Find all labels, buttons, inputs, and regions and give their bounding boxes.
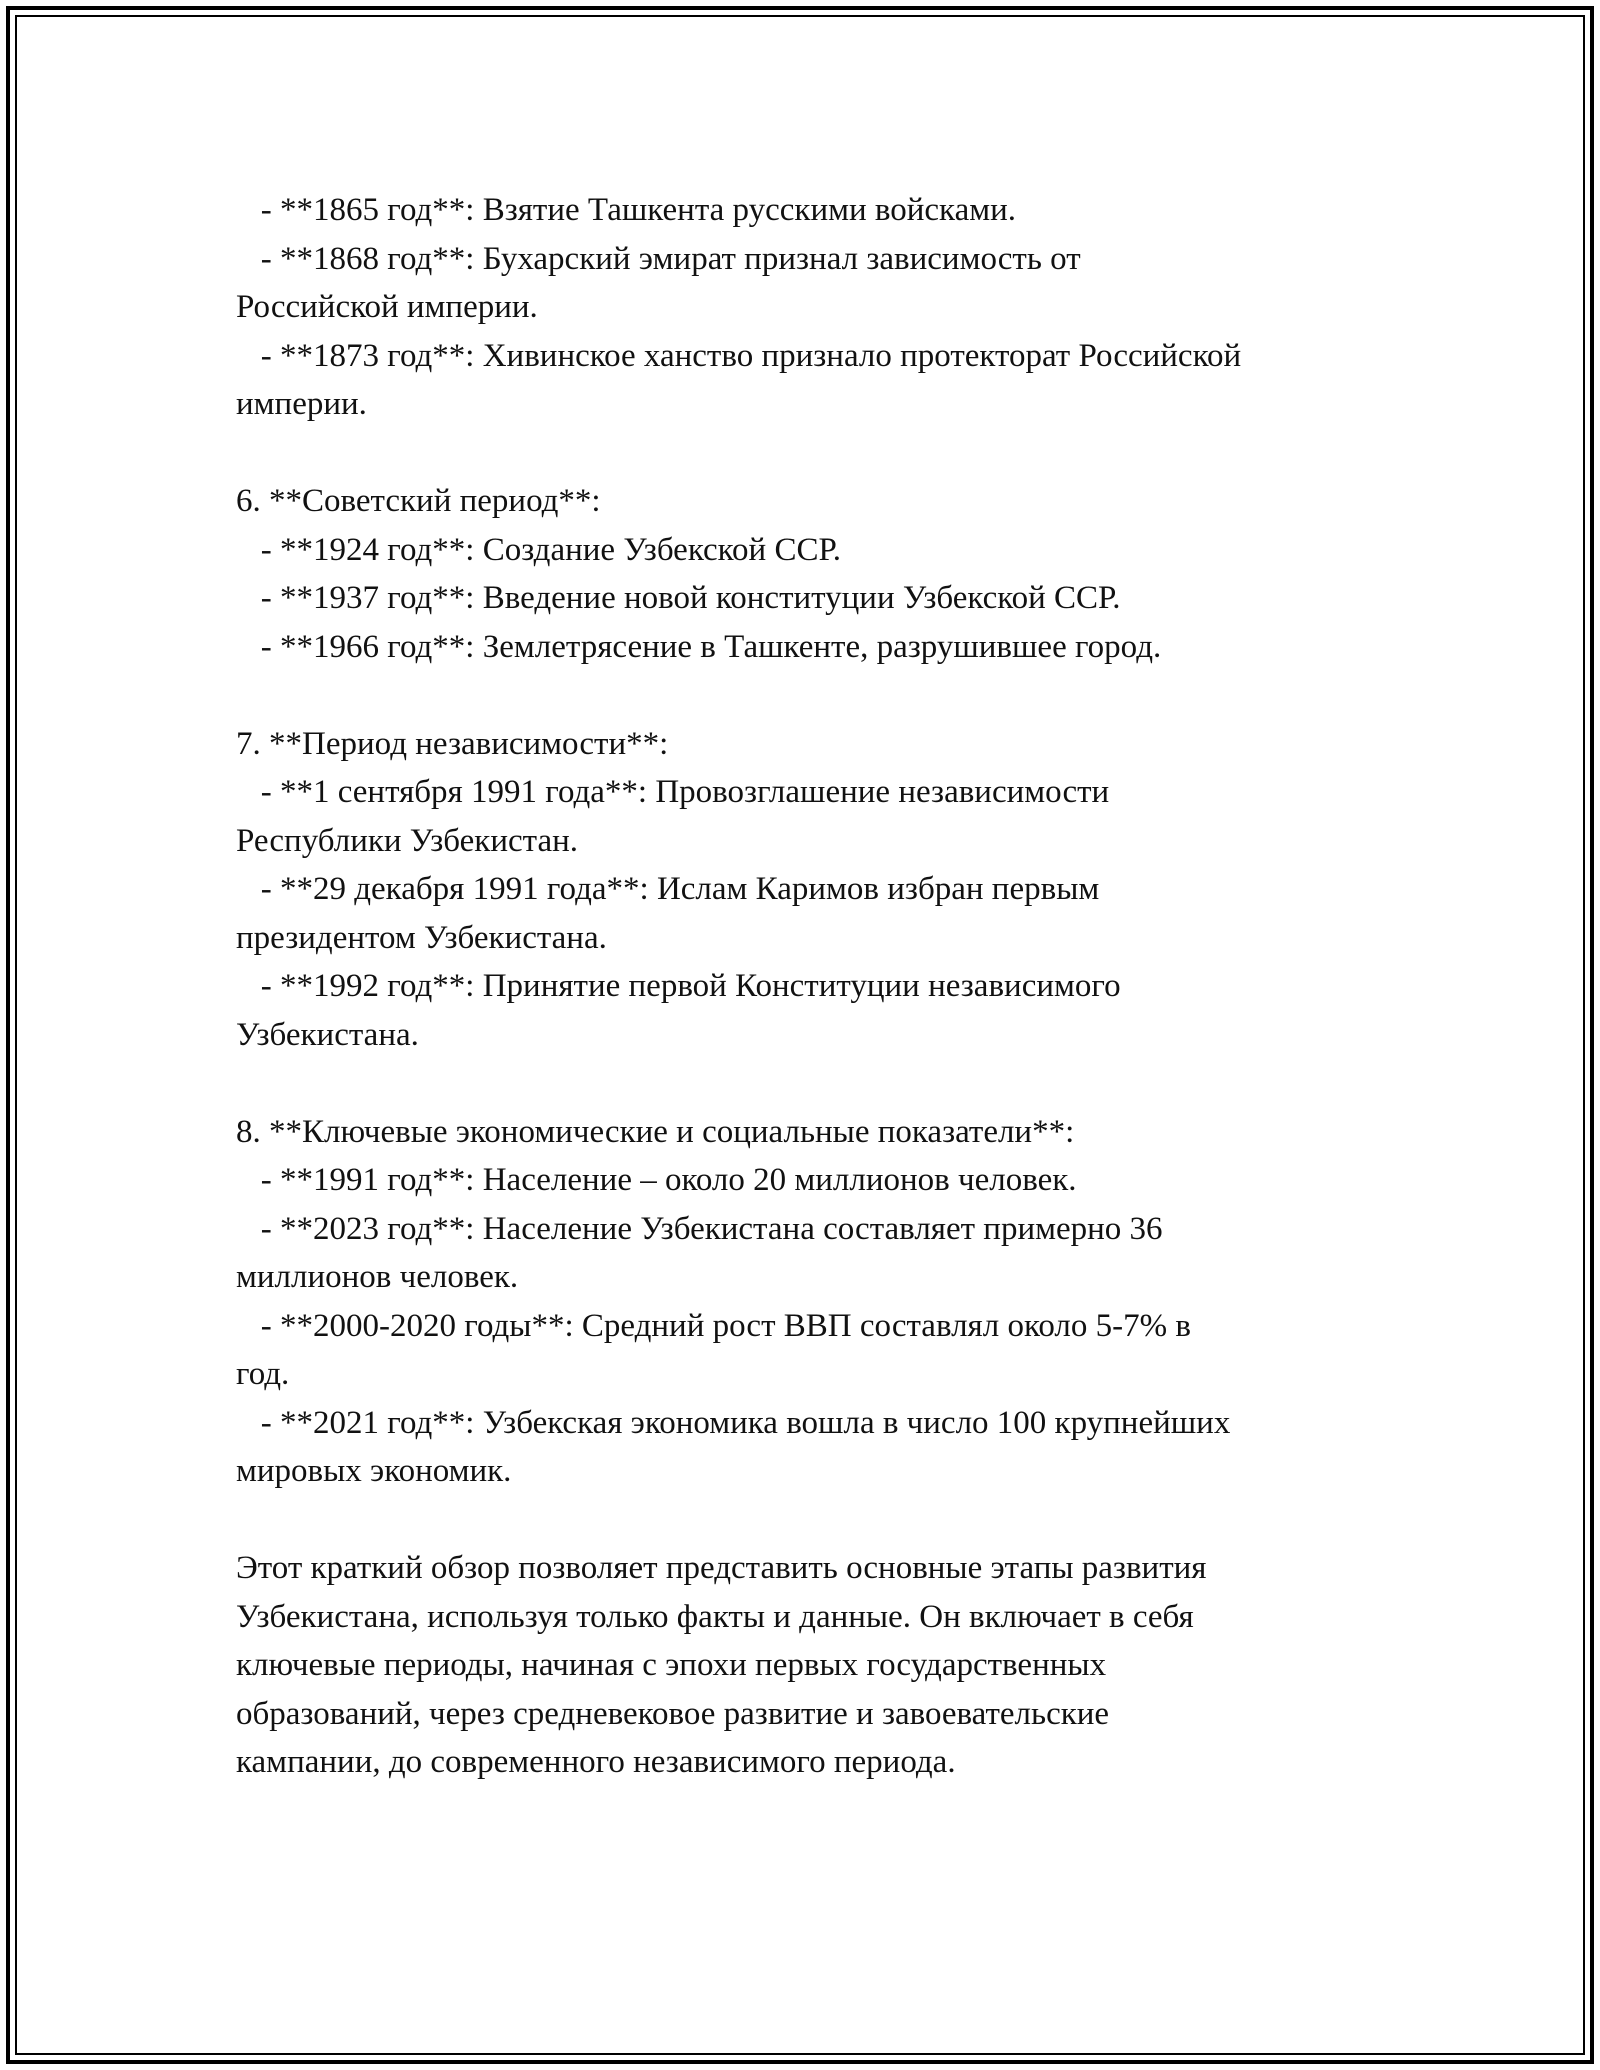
section-heading: 7. **Период независимости**:: [236, 725, 669, 762]
blank-line: [236, 1496, 1396, 1545]
text-line: - **2023 год**: Население Узбекистана составляет примерно 36: [236, 1210, 1163, 1247]
text-line: - **1865 год**: Взятие Ташкента русскими войсками.: [236, 192, 1017, 228]
text-line: Республики Узбекистан.: [236, 822, 579, 859]
text-line: - **1868 год**: Бухарский эмират признал зависимость от: [236, 240, 1081, 277]
text-line: - **2021 год**: Узбекская экономика вошла в число 100 крупнейших: [236, 1404, 1231, 1441]
text-line: Узбекистана.: [236, 1016, 419, 1053]
text-line: - **2000-2020 годы**: Средний рост ВВП составлял около 5-7% в: [236, 1307, 1191, 1344]
blank-line: [236, 1059, 1396, 1108]
text-line: - **1966 год**: Землетрясение в Ташкенте, разрушившее город.: [236, 628, 1162, 665]
document-body: [236, 186, 1396, 1787]
text-line: - **1992 год**: Принятие первой Конституции независимого: [236, 968, 1121, 1004]
text-line: - **1873 год**: Хивинское ханство признало протекторат Российской: [236, 337, 1242, 374]
section-heading: 8. **Ключевые экономические и социальные показатели**:: [236, 1113, 1075, 1150]
summary-line: Этот краткий обзор позволяет представить основные этапы развития: [236, 1550, 1207, 1586]
summary-line: ключевые периоды, начиная с эпохи первых государственных: [236, 1647, 1107, 1683]
text-line: - **1991 год**: Население – около 20 миллионов человек.: [236, 1162, 1077, 1198]
text-line: президентом Узбекистана.: [236, 919, 607, 956]
text-line: год.: [236, 1356, 290, 1392]
summary-line: образований, через средневековое развитие и завоевательские: [236, 1695, 1110, 1732]
summary-line: кампании, до современного независимого периода.: [236, 1744, 956, 1780]
text-line: империи.: [236, 386, 367, 422]
blank-line: [236, 671, 1396, 720]
summary-line: Узбекистана, используя только факты и данные. Он включает в себя: [236, 1598, 1194, 1635]
blank-line: [236, 429, 1396, 478]
text-line: - **1 сентября 1991 года**: Провозглашение независимости: [236, 774, 1110, 810]
text-line: миллионов человек.: [236, 1259, 519, 1295]
text-line: мировых экономик.: [236, 1453, 512, 1489]
text-line: Российской империи.: [236, 289, 538, 325]
section-heading: 6. **Советский период**:: [236, 483, 601, 519]
text-line: - **29 декабря 1991 года**: Ислам Каримов избран первым: [236, 871, 1100, 907]
text-line: - **1924 год**: Создание Узбекской ССР.: [236, 531, 841, 568]
text-line: - **1937 год**: Введение новой конституции Узбекской ССР.: [236, 580, 1121, 616]
